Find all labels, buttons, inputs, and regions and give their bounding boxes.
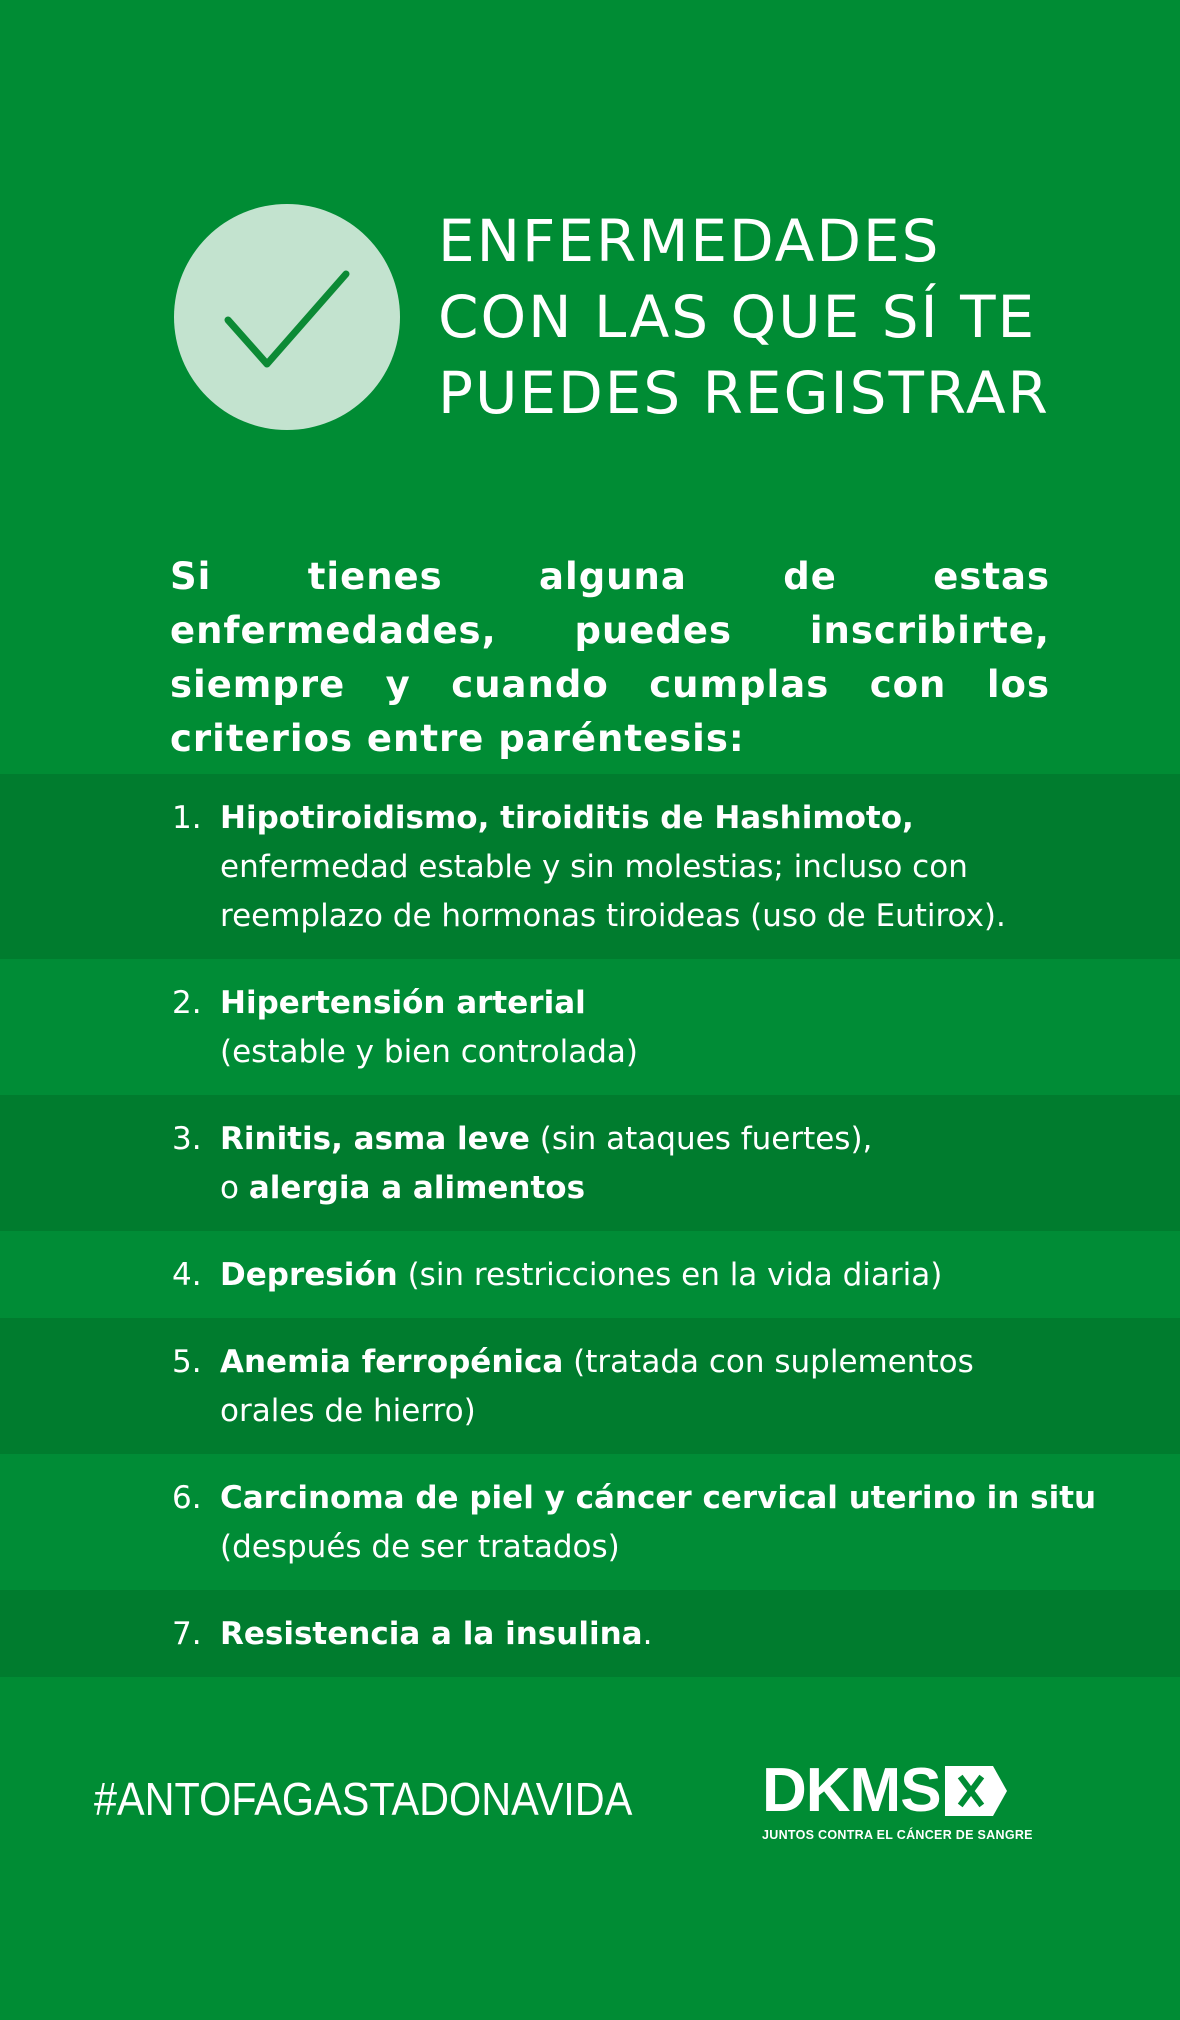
title-line-2: CON LAS QUE SÍ TE (438, 283, 1037, 351)
logo-tagline: JUNTOS CONTRA EL CÁNCER DE SANGRE (762, 1828, 1033, 1842)
list-item (0, 959, 1180, 1095)
condition-criteria: (sin ataques fuertes), (529, 1121, 873, 1157)
condition-criteria: (estable y bien controlada) (220, 1034, 638, 1070)
dkms-logo (762, 1756, 1033, 1842)
list-item (0, 1590, 1180, 1677)
list-item-number: 6. (172, 1480, 202, 1516)
list-item-text (220, 1338, 1100, 1436)
condition-criteria: reemplazo de hormonas tiroideas (uso de Eutirox). (220, 898, 1006, 934)
list-item (0, 1318, 1180, 1454)
header (174, 203, 1050, 431)
title-line-1: ENFERMEDADES (438, 207, 941, 275)
condition-name: Depresión (220, 1257, 398, 1293)
check-circle (174, 204, 400, 430)
list-item-text (220, 1251, 1100, 1300)
condition-criteria: enfermedad estable y sin molestias; incluso con (220, 849, 968, 885)
list-item-text (220, 1115, 1100, 1213)
list-item-number: 1. (172, 800, 202, 836)
logo-x-icon (945, 1766, 1007, 1816)
list-item-number: 7. (172, 1616, 202, 1652)
list-item (0, 1454, 1180, 1590)
condition-name: Carcinoma de piel y cáncer cervical uterino in situ (220, 1480, 1097, 1516)
condition-name: Resistencia a la insulina (220, 1616, 643, 1652)
condition-name: alergia a alimentos (248, 1170, 586, 1206)
condition-name: Anemia ferropénica (220, 1344, 564, 1380)
list-item-text (220, 1610, 1100, 1659)
page-title (438, 203, 1050, 431)
list-item-text (220, 794, 1100, 941)
condition-criteria: (tratada con suplementos (563, 1344, 974, 1380)
list-item (0, 774, 1180, 959)
list-item-number: 5. (172, 1344, 202, 1380)
title-line-3: PUEDES REGISTRAR (438, 359, 1050, 427)
conditions-list (0, 774, 1180, 1677)
condition-name: Hipotiroidismo, tiroiditis de Hashimoto, (220, 800, 914, 836)
hashtag: #ANTOFAGASTADONAVIDA (94, 1773, 633, 1825)
list-item-text (220, 1474, 1100, 1572)
condition-criteria: . (642, 1616, 653, 1652)
checkmark-icon (174, 204, 400, 430)
condition-criteria: (sin restricciones en la vida diaria) (397, 1257, 943, 1293)
intro-text: Si tienes alguna de estas enfermedades, puedes inscribirte, siempre y cuando cumplas con los criterios entre paréntesis: (170, 555, 1050, 760)
condition-criteria: o (220, 1170, 249, 1206)
condition-name: Rinitis, asma leve (220, 1121, 530, 1157)
list-item-number: 3. (172, 1121, 202, 1157)
condition-criteria: (después de ser tratados) (220, 1529, 620, 1565)
list-item (0, 1231, 1180, 1318)
condition-criteria: orales de hierro) (220, 1393, 476, 1429)
list-item-number: 2. (172, 985, 202, 1021)
logo-wordmark: DKMS (762, 1756, 941, 1825)
list-item-text (220, 979, 1100, 1077)
condition-name: Hipertensión arterial (220, 985, 586, 1021)
list-item (0, 1095, 1180, 1231)
list-item-number: 4. (172, 1257, 202, 1293)
